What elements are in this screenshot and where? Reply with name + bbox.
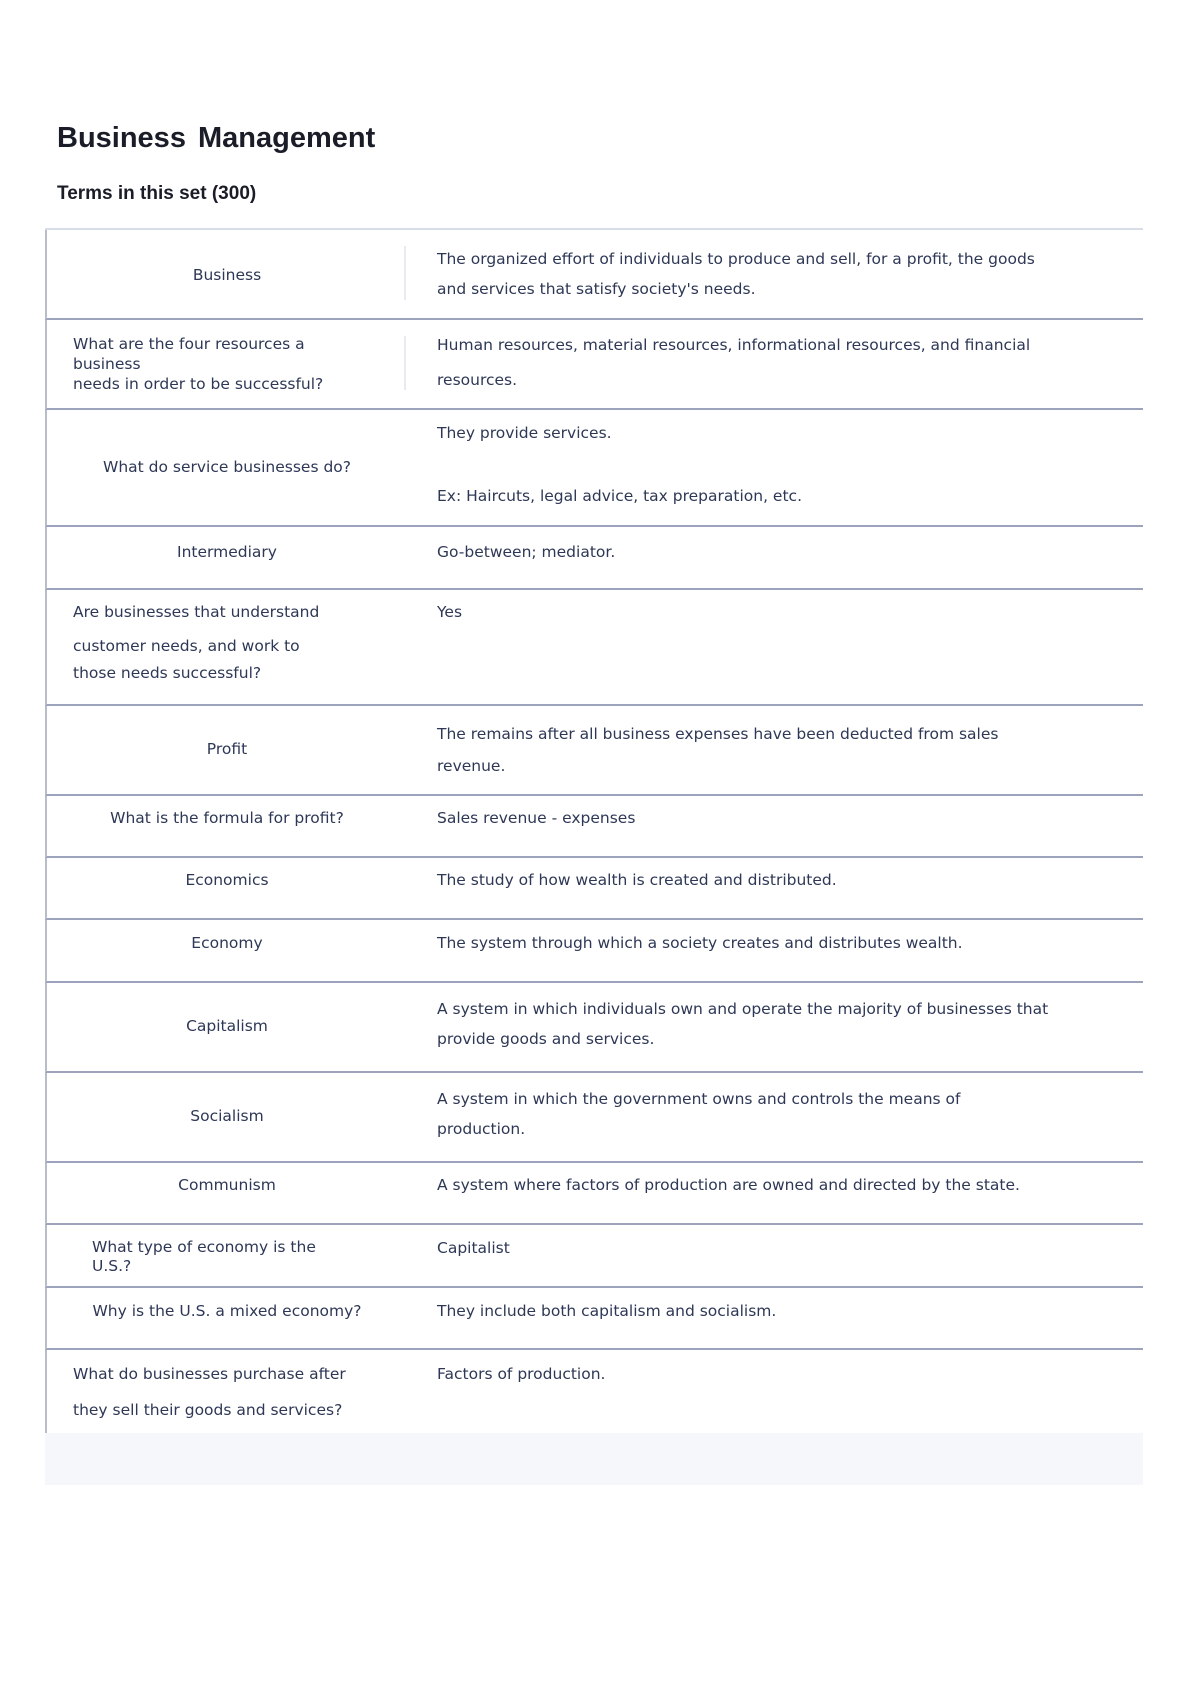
term-text: Profit [206, 740, 248, 758]
term-row [45, 706, 1143, 796]
terms-table [45, 228, 1143, 1439]
term-text: What is the formula for profit? [110, 809, 344, 827]
definition-text: The organized effort of individuals to produce and sell, for a profit, the goods and services that satisfy society's needs. [437, 250, 1035, 298]
term-text: Business [192, 266, 262, 284]
term-row [45, 590, 1143, 706]
term-text: Communism [178, 1176, 276, 1194]
definition-text: A system in which the government owns and controls the means of production. [437, 1090, 961, 1138]
definition-text: A system in which individuals own and operate the majority of businesses that provide goods and services. [437, 1000, 1049, 1048]
definition-text: The study of how wealth is created and distributed. [437, 871, 837, 889]
definition-text: Sales revenue - expenses [437, 809, 636, 827]
page-title: Business Management [57, 122, 376, 154]
term-row [45, 1073, 1143, 1163]
definition-text: Human resources, material resources, informational resources, and financial resources. [437, 336, 1031, 389]
term-text: Capitalism [186, 1017, 268, 1035]
definition-text: The remains after all business expenses have been deducted from sales revenue. [437, 725, 999, 775]
term-text: Are businesses that understand customer needs, and work to those needs successful? [73, 603, 320, 682]
term-text: Economy [191, 934, 263, 952]
definition-text: Capitalist [437, 1239, 510, 1257]
term-text: What are the four resources a business needs in order to be successful? [73, 335, 324, 393]
term-row [45, 230, 1143, 320]
term-row [45, 320, 1143, 410]
term-text: Economics [185, 871, 269, 889]
definition-text: They provide services. Ex: Haircuts, legal advice, tax preparation, etc. [437, 424, 802, 505]
term-text: Socialism [190, 1107, 264, 1125]
term-row [45, 1350, 1143, 1439]
term-text: Why is the U.S. a mixed economy? [92, 1302, 362, 1320]
term-row [45, 920, 1143, 983]
definition-text: Factors of production. [437, 1365, 606, 1383]
term-text: Intermediary [177, 543, 277, 561]
definition-text: They include both capitalism and socialism. [437, 1302, 777, 1320]
term-row [45, 1163, 1143, 1225]
definition-text: The system through which a society creates and distributes wealth. [437, 934, 963, 952]
term-row [45, 858, 1143, 920]
term-text: What do businesses purchase after they sell their goods and services? [73, 1365, 346, 1419]
term-row [45, 410, 1143, 527]
term-row [45, 527, 1143, 590]
term-row [45, 1225, 1143, 1288]
definition-text: Yes [437, 603, 463, 621]
term-row [45, 983, 1143, 1073]
terms-count-heading: Terms in this set (300) [57, 183, 257, 204]
definition-text: A system where factors of production are owned and directed by the state. [437, 1176, 1020, 1194]
term-row [45, 1288, 1143, 1350]
table-footer-band [45, 1433, 1143, 1485]
definition-text: Go-between; mediator. [437, 543, 616, 561]
term-text: What do service businesses do? [103, 458, 351, 476]
term-text: What type of economy is the U.S.? [92, 1238, 316, 1275]
term-row [45, 796, 1143, 858]
